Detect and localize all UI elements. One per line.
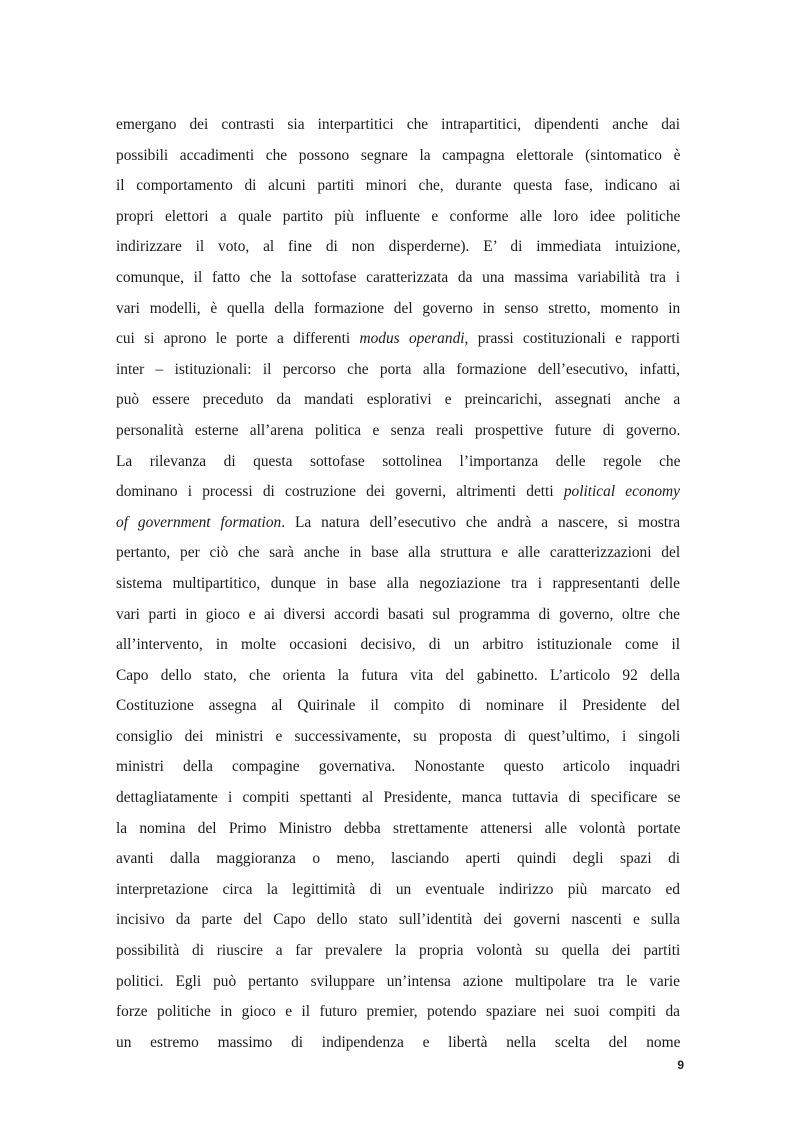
italic-term: of government formation bbox=[116, 513, 282, 531]
text-line: pertanto, per ciò che sarà anche in base alla struttura e alle caratterizzazioni del bbox=[116, 544, 681, 562]
text-line: Capo dello stato, che orienta la futura vita del gabinetto. L’articolo 92 della bbox=[116, 666, 680, 684]
text-line: propri elettori a quale partito più influente e conforme alle loro idee politiche bbox=[116, 207, 681, 225]
text-line: consiglio dei ministri e successivamente, su proposta di quest’ultimo, i singoli bbox=[116, 727, 681, 745]
text-line bbox=[116, 477, 680, 508]
page-number: 9 bbox=[677, 1058, 684, 1072]
text-segment: cui si aprono le porte a differenti bbox=[116, 330, 360, 348]
text-line: dettagliatamente i compiti spettanti al Presidente, manca tuttavia di specificare se bbox=[116, 789, 681, 807]
text-line: comunque, il fatto che la sottofase caratterizzata da una massima variabilità tra i bbox=[116, 268, 680, 286]
text-line: indirizzare il voto, al fine di non disperderne). E’ di immediata intuizione, bbox=[116, 238, 681, 256]
italic-term: modus operandi bbox=[359, 330, 465, 348]
text-line: emergano dei contrasti sia interpartitici che intrapartitici, dipendenti anche dai bbox=[116, 116, 680, 133]
text-segment: dominano i processi di costruzione dei governi, altrimenti detti bbox=[116, 483, 564, 501]
text-line: inter – istituzionali: il percorso che porta alla formazione dell’esecutivo, infatti, bbox=[116, 360, 680, 378]
text-segment: , prassi costituzionali e rapporti bbox=[464, 330, 680, 348]
text-line: il comportamento di alcuni partiti minori che, durante questa fase, indicano ai bbox=[116, 177, 681, 195]
text-line bbox=[116, 324, 680, 355]
text-line: avanti dalla maggioranza o meno, lasciando aperti quindi degli spazi di bbox=[116, 850, 681, 868]
text-line: politici. Egli può pertanto sviluppare un’intensa azione multipolare tra le varie bbox=[116, 972, 680, 990]
text-line: Costituzione assegna al Quirinale il compito di nominare il Presidente del bbox=[116, 697, 680, 715]
text-line: può essere preceduto da mandati esplorativi e preincarichi, assegnati anche a bbox=[116, 391, 681, 409]
text-line: possibili accadimenti che possono segnare la campagna elettorale (sintomatico è bbox=[116, 146, 681, 164]
text-line: interpretazione circa la legittimità di un eventuale indirizzo più marcato ed bbox=[116, 880, 680, 898]
text-line: vari parti in gioco e ai diversi accordi basati sul programma di governo, oltre che bbox=[116, 605, 680, 623]
text-line: forze politiche in gioco e il futuro premier, potendo spaziare nei suoi compiti da bbox=[116, 1003, 680, 1021]
text-line: La rilevanza di questa sottofase sottolinea l’importanza delle regole che bbox=[116, 452, 681, 470]
text-line: personalità esterne all’arena politica e senza reali prospettive future di governo. bbox=[116, 421, 681, 439]
italic-term: political economy bbox=[563, 483, 681, 501]
text-line: ministri della compagine governativa. Nonostante questo articolo inquadri bbox=[116, 758, 681, 776]
text-line: possibilità di riuscire a far prevalere la propria volontà su quella dei partiti bbox=[116, 942, 681, 960]
text-line: la nomina del Primo Ministro debba strettamente attenersi alle volontà portate bbox=[116, 819, 681, 837]
text-line: un estremo massimo di indipendenza e libertà nella scelta del nome bbox=[116, 1033, 681, 1051]
text-line: vari modelli, è quella della formazione del governo in senso stretto, momento in bbox=[116, 299, 681, 317]
text-line: incisivo da parte del Capo dello stato sull’identità dei governi nascenti e sulla bbox=[116, 911, 680, 929]
text-line: sistema multipartitico, dunque in base alla negoziazione tra i rappresentanti delle bbox=[116, 574, 680, 592]
text-segment: . La natura dell’esecutivo che andrà a nascere, si mostra bbox=[281, 513, 681, 531]
body-text bbox=[116, 110, 680, 1058]
text-line: all’intervento, in molte occasioni decisivo, di un arbitro istituzionale come il bbox=[116, 636, 680, 654]
text-line bbox=[116, 508, 680, 539]
